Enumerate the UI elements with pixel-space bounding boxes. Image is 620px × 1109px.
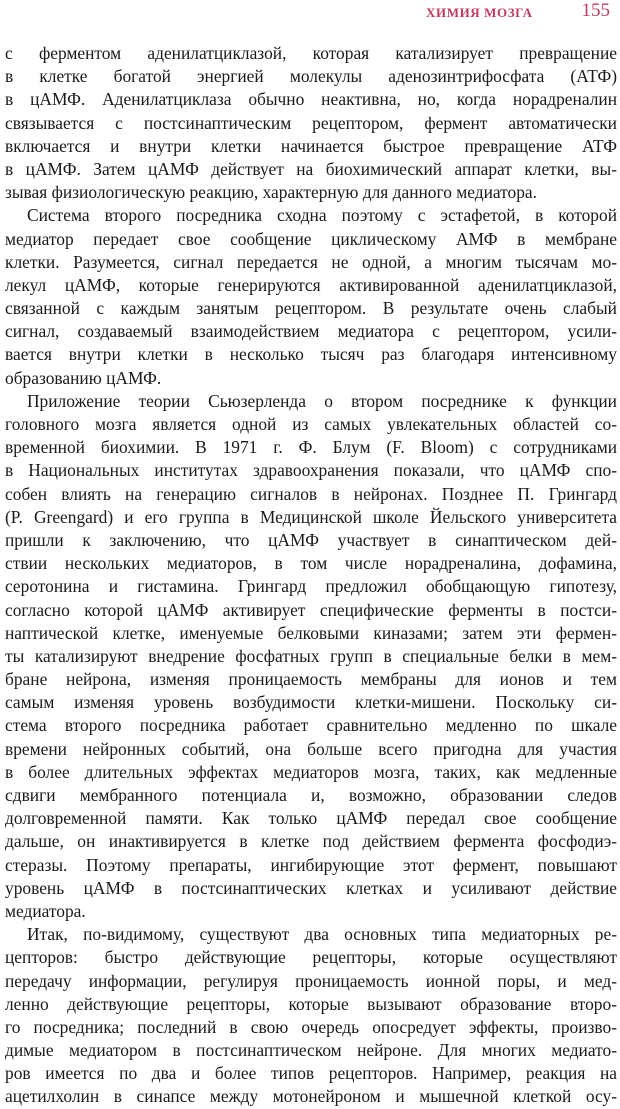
text-line: Приложение теории Сьюзерленда о втором посреднике к функции [27, 390, 617, 411]
text-line: в цАМФ. Затем цАМФ действует на биохимический аппарат клетки, вы- [5, 158, 617, 179]
text-line: сдвиги мембранного потенциала и, возможно, образовании следов [5, 785, 617, 805]
text-line: связывается с постсинаптическим рецептором, фермент автоматически [5, 112, 617, 133]
text-line: димые медиатором в постсинаптическом нейроне. Для многих медиато- [5, 1040, 617, 1061]
text-line: зывая физиологическую реакцию, характерную для данного медиатора. [5, 182, 537, 203]
paragraph [5, 923, 617, 1109]
text-line: стема второго посредника работает сравнительно медленно по шкале [5, 715, 617, 736]
text-line: ленно действующие рецепторы, которые вызывают образование второ- [5, 993, 617, 1014]
page-header [0, 0, 620, 34]
text-line: ствии нескольких медиаторов, в том числе норадреналина, дофамина, [5, 553, 617, 574]
text-line: лекул цАМФ, которые генерируются активированной аденилатциклазой, [5, 274, 617, 295]
text-line: самым изменяя уровень возбудимости клетки-мишени. Поскольку си- [5, 692, 617, 713]
text-line: Система второго посредника сходна поэтому с эстафетой, в которой [27, 205, 617, 226]
text-line: Итак, по-видимому, существуют два основных типа медиаторных ре- [27, 924, 617, 945]
text-line: с ферментом аденилатциклазой, которая катализирует превращение [5, 43, 617, 63]
text-line: долговременной памяти. Как только цАМФ передал свое сообщение [5, 808, 617, 829]
paragraph [5, 42, 617, 204]
text-line: ров имеется по два и более типов рецепторов. Например, реакция на [5, 1063, 617, 1084]
text-line: собен влиять на генерацию сигналов в нейронах. Позднее П. Грингард [5, 483, 617, 504]
text-line: временной биохимии. В 1971 г. Ф. Блум (F. Bloom) с сотрудниками [5, 437, 617, 458]
paragraph [5, 204, 617, 390]
body-text [5, 42, 617, 1109]
text-line: в клетке богатой энергией молекулы аденозинтрифосфата (АТФ) [5, 66, 617, 87]
running-head: ХИМИЯ МОЗГА [426, 5, 533, 20]
text-line: включается и внутри клетки начинается быстрое превращение АТФ [5, 135, 617, 156]
text-line: связанной с каждым занятым рецептором. В результате очень слабый [5, 298, 617, 319]
text-line: согласно которой цАМФ активирует специфические ферменты в постси- [5, 599, 617, 620]
text-line: серотонина и гистамина. Грингард предложил обобщающую гипотезу, [5, 576, 617, 597]
text-line: медиатора. [5, 900, 86, 921]
text-line: передачу информации, регулируя проницаемость ионной поры, и мед- [5, 970, 617, 991]
text-line: (P. Greengard) и его группа в Медицинской школе Йельского университета [5, 506, 617, 527]
text-line: образованию цАМФ. [5, 367, 162, 388]
text-line: го посредника; последний в свою очередь опосредует эффекты, произво- [5, 1016, 617, 1037]
page-number: 155 [581, 0, 610, 21]
text-line: стеразы. Поэтому препараты, ингибирующие этот фермент, повышают [5, 854, 617, 875]
text-line: вается внутри клетки в несколько тысяч раз благодаря интенсивному [5, 344, 617, 365]
text-line: дальше, он инактивируется в клетке под действием фермента фосфодиэ- [5, 831, 617, 852]
text-line: в более длительных эффектах медиаторов мозга, таких, как медленные [5, 761, 617, 782]
text-line: цепторов: быстро действующие рецепторы, которые осуществляют [5, 947, 617, 968]
text-line: бране нейрона, изменяя проницаемость мембраны для ионов и тем [5, 669, 617, 690]
text-line: ацетилхолин в синапсе между мотонейроном и мышечной клеткой осу- [5, 1086, 617, 1107]
text-line: ты катализируют внедрение фосфатных групп в специальные белки в мем- [5, 645, 617, 666]
text-line: медиатор передает свое сообщение циклическому АМФ в мембране [5, 228, 617, 249]
text-line: головного мозга является одной из самых увлекательных областей со- [5, 414, 617, 434]
paragraph [5, 390, 617, 923]
text-line: времени нейронных событий, она больше всего пригодна для участия [5, 738, 617, 759]
text-line: уровень цАМФ в постсинаптических клетках и усиливают действие [5, 877, 617, 898]
text-line: пришли к заключению, что цАМФ участвует в синаптическом дей- [5, 529, 617, 550]
text-line: наптической клетке, именуемые белковыми киназами; затем эти фермен- [5, 622, 617, 643]
text-line: сигнал, создаваемый взаимодействием медиатора с рецептором, усили- [5, 321, 617, 342]
text-line: в цАМФ. Аденилатциклаза обычно неактивна, но, когда норадреналин [5, 89, 617, 110]
text-line: клетки. Разумеется, сигнал передается не одной, а многим тысячам мо- [5, 251, 617, 272]
text-line: в Национальных институтах здравоохранения показали, что цАМФ спо- [5, 460, 617, 481]
